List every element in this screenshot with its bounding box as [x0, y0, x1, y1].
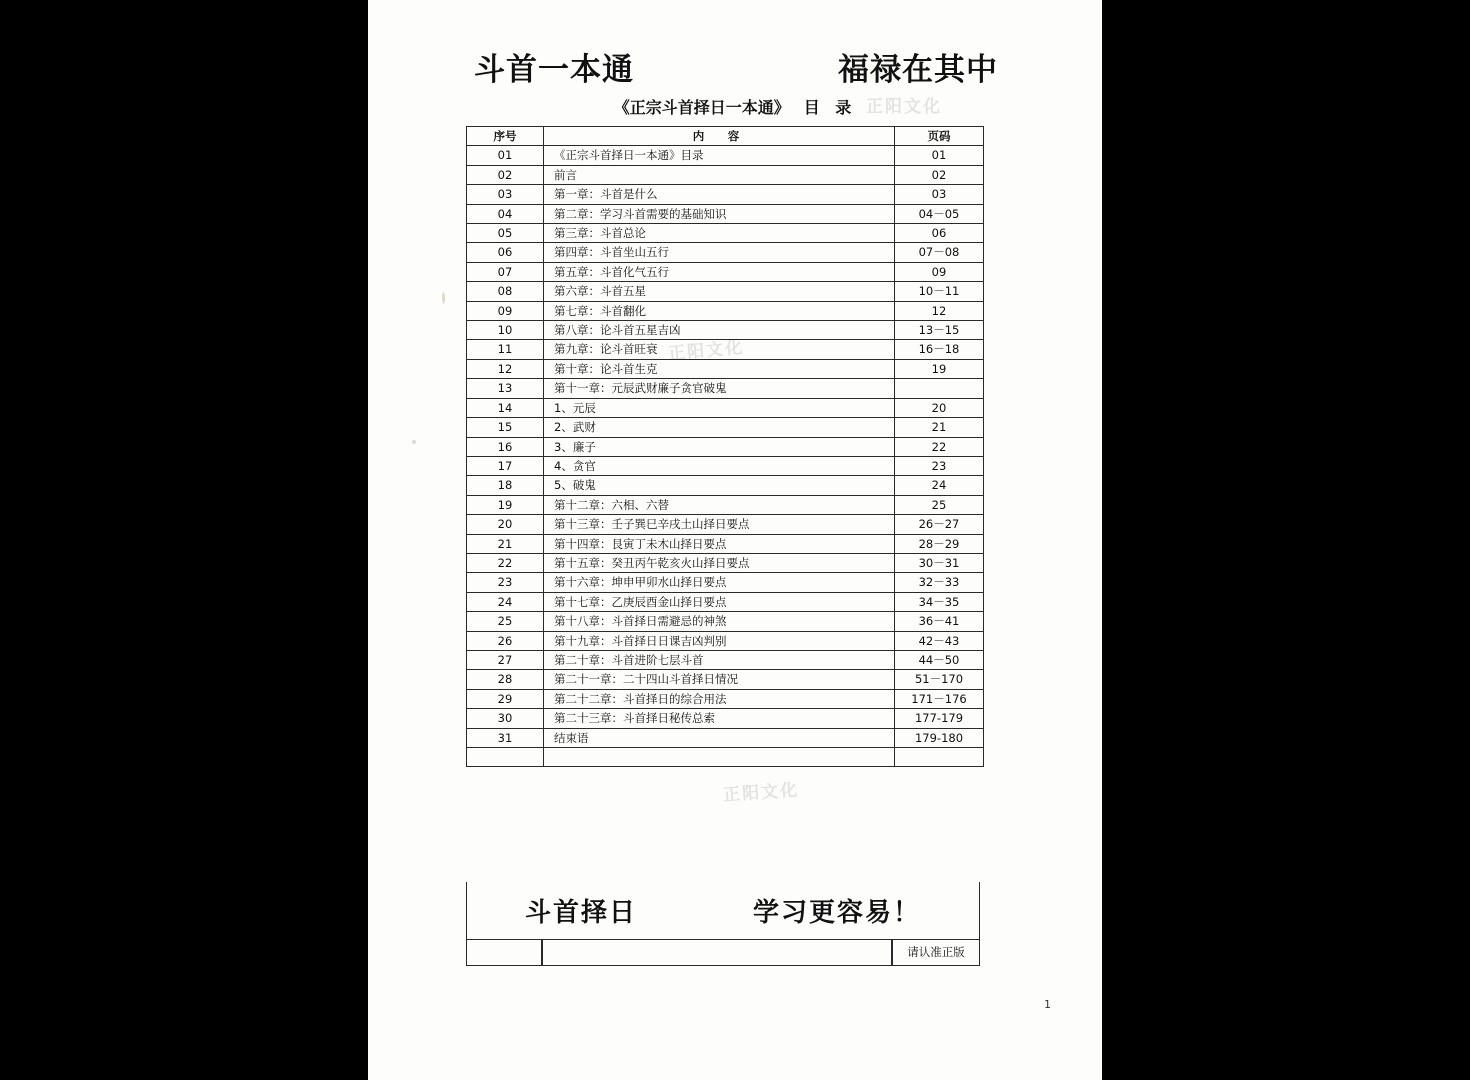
table-row — [467, 631, 984, 650]
cell-page: 44－50 — [895, 650, 984, 669]
cell-content: 结束语 — [544, 728, 895, 747]
cell-page: 30－31 — [895, 553, 984, 572]
column-header-no: 序号 — [467, 127, 544, 146]
cell-content: 第二章：学习斗首需要的基础知识 — [544, 204, 895, 223]
cell-content: 1、元辰 — [544, 398, 895, 417]
table-of-contents — [466, 126, 984, 767]
cell-page: 26－27 — [895, 515, 984, 534]
title-right: 福禄在其中 — [838, 52, 998, 88]
footer-cell-no — [466, 940, 542, 966]
cell-no: 05 — [467, 224, 544, 243]
cell-no: 20 — [467, 515, 544, 534]
cell-no: 30 — [467, 709, 544, 728]
cell-page: 12 — [895, 301, 984, 320]
cell-no: 24 — [467, 592, 544, 611]
cell-content — [544, 748, 895, 767]
banner-text-left: 斗首择日 — [524, 898, 637, 928]
cell-no: 18 — [467, 476, 544, 495]
cell-content: 第十一章：元辰武财廉子贪官破鬼 — [544, 379, 895, 398]
cell-no: 17 — [467, 456, 544, 475]
cell-content: 第九章：论斗首旺衰 — [544, 340, 895, 359]
bottom-banner — [466, 882, 980, 940]
scan-blemish — [412, 440, 416, 444]
cell-content: 第八章：论斗首五星吉凶 — [544, 321, 895, 340]
cell-content: 第二十章：斗首进阶七层斗首 — [544, 650, 895, 669]
cell-page: 04－05 — [895, 204, 984, 223]
table-row — [467, 398, 984, 417]
table-row — [467, 262, 984, 281]
table-row — [467, 243, 984, 262]
table-body — [467, 146, 984, 767]
table-header — [467, 127, 984, 146]
watermark-top: 正阳文化 — [866, 97, 942, 117]
scan-blemish — [442, 292, 445, 304]
cell-no: 29 — [467, 689, 544, 708]
cell-no — [467, 748, 544, 767]
table-row — [467, 437, 984, 456]
banner-text-right: 学习更容易！ — [752, 898, 921, 928]
cell-no: 08 — [467, 282, 544, 301]
cell-no: 01 — [467, 146, 544, 165]
cell-no: 02 — [467, 165, 544, 184]
table-row — [467, 321, 984, 340]
table-row — [467, 301, 984, 320]
table-row — [467, 418, 984, 437]
cell-page: 51－170 — [895, 670, 984, 689]
cell-content: 第十章：论斗首生克 — [544, 359, 895, 378]
cell-no: 14 — [467, 398, 544, 417]
cell-content: 第十五章：癸丑丙午乾亥火山择日要点 — [544, 553, 895, 572]
cell-page: 10－11 — [895, 282, 984, 301]
watermark-lower: 正阳文化 — [722, 780, 800, 806]
cell-page: 19 — [895, 359, 984, 378]
table-row — [467, 612, 984, 631]
cell-no: 26 — [467, 631, 544, 650]
footer-row — [466, 940, 980, 966]
table-row — [467, 185, 984, 204]
cell-page: 20 — [895, 398, 984, 417]
cell-page: 06 — [895, 224, 984, 243]
cell-no: 11 — [467, 340, 544, 359]
cell-no: 28 — [467, 670, 544, 689]
cell-content: 第二十一章：二十四山斗首择日情况 — [544, 670, 895, 689]
table-row — [467, 534, 984, 553]
cell-page: 13－15 — [895, 321, 984, 340]
table-row — [467, 476, 984, 495]
cell-content: 3、廉子 — [544, 437, 895, 456]
cell-no: 27 — [467, 650, 544, 669]
cell-page: 16－18 — [895, 340, 984, 359]
subtitle-book-name: 《正宗斗首择日一本通》 — [613, 98, 790, 117]
footer-note: 请认准正版 — [892, 940, 980, 966]
table-row — [467, 515, 984, 534]
cell-content: 第十三章：壬子巽巳辛戌土山择日要点 — [544, 515, 895, 534]
table-row — [467, 165, 984, 184]
header-titles — [368, 44, 1102, 89]
table-row — [467, 282, 984, 301]
cell-page — [895, 748, 984, 767]
cell-content: 第二十三章：斗首择日秘传总索 — [544, 709, 895, 728]
cell-no: 04 — [467, 204, 544, 223]
cell-content: 2、武财 — [544, 418, 895, 437]
cell-page: 02 — [895, 165, 984, 184]
cell-content: 第一章：斗首是什么 — [544, 185, 895, 204]
cell-no: 09 — [467, 301, 544, 320]
table-row — [467, 224, 984, 243]
table-row — [467, 379, 984, 398]
cell-no: 16 — [467, 437, 544, 456]
cell-content: 第十七章：乙庚辰酉金山择日要点 — [544, 592, 895, 611]
cell-content: 第五章：斗首化气五行 — [544, 262, 895, 281]
cell-page — [895, 379, 984, 398]
footer-cell-content — [542, 940, 892, 966]
cell-page: 22 — [895, 437, 984, 456]
title-left: 斗首一本通 — [474, 52, 634, 88]
cell-content: 第七章：斗首翻化 — [544, 301, 895, 320]
cell-content: 第十四章：艮寅丁未木山择日要点 — [544, 534, 895, 553]
table-row — [467, 709, 984, 728]
table-row — [467, 748, 984, 767]
cell-page: 01 — [895, 146, 984, 165]
cell-content: 第十二章：六相、六替 — [544, 495, 895, 514]
table-row — [467, 650, 984, 669]
cell-content: 前言 — [544, 165, 895, 184]
cell-no: 25 — [467, 612, 544, 631]
cell-page: 07－08 — [895, 243, 984, 262]
document-page — [368, 0, 1102, 1080]
cell-no: 12 — [467, 359, 544, 378]
cell-no: 15 — [467, 418, 544, 437]
cell-no: 22 — [467, 553, 544, 572]
page-number: 1 — [1044, 998, 1051, 1011]
cell-no: 21 — [467, 534, 544, 553]
cell-page: 23 — [895, 456, 984, 475]
cell-no: 03 — [467, 185, 544, 204]
cell-page: 21 — [895, 418, 984, 437]
cell-page: 179-180 — [895, 728, 984, 747]
cell-page: 28－29 — [895, 534, 984, 553]
cell-content: 第四章：斗首坐山五行 — [544, 243, 895, 262]
table-row — [467, 340, 984, 359]
cell-no: 19 — [467, 495, 544, 514]
watermark-middle: 正阳文化 — [667, 337, 745, 365]
cell-content: 第六章：斗首五星 — [544, 282, 895, 301]
cell-page: 24 — [895, 476, 984, 495]
cell-content: 第十九章：斗首择日日课吉凶判别 — [544, 631, 895, 650]
table-row — [467, 670, 984, 689]
table-row — [467, 592, 984, 611]
table-row — [467, 359, 984, 378]
cell-content: 第十八章：斗首择日需避忌的神煞 — [544, 612, 895, 631]
cell-content: 第十六章：坤申甲卯水山择日要点 — [544, 573, 895, 592]
table-row — [467, 146, 984, 165]
cell-content: 4、贪官 — [544, 456, 895, 475]
table-row — [467, 573, 984, 592]
cell-no: 31 — [467, 728, 544, 747]
cell-no: 13 — [467, 379, 544, 398]
cell-page: 32－33 — [895, 573, 984, 592]
table-row — [467, 689, 984, 708]
column-header-content: 内 容 — [544, 127, 895, 146]
table-row — [467, 456, 984, 475]
cell-page: 171－176 — [895, 689, 984, 708]
cell-page: 34－35 — [895, 592, 984, 611]
subtitle — [368, 95, 1102, 118]
cell-page: 09 — [895, 262, 984, 281]
cell-no: 06 — [467, 243, 544, 262]
column-header-page: 页码 — [895, 127, 984, 146]
cell-no: 07 — [467, 262, 544, 281]
cell-content: 5、破鬼 — [544, 476, 895, 495]
cell-page: 177-179 — [895, 709, 984, 728]
table-row — [467, 204, 984, 223]
cell-page: 25 — [895, 495, 984, 514]
cell-page: 36－41 — [895, 612, 984, 631]
cell-content: 第三章：斗首总论 — [544, 224, 895, 243]
cell-content: 《正宗斗首择日一本通》目录 — [544, 146, 895, 165]
page-content — [368, 0, 1102, 1080]
cell-no: 23 — [467, 573, 544, 592]
table-row — [467, 495, 984, 514]
cell-page: 03 — [895, 185, 984, 204]
cell-page: 42－43 — [895, 631, 984, 650]
table-row — [467, 728, 984, 747]
cell-no: 10 — [467, 321, 544, 340]
table-header-row — [467, 127, 984, 146]
cell-content: 第二十二章：斗首择日的综合用法 — [544, 689, 895, 708]
table-row — [467, 553, 984, 572]
subtitle-catalog-label: 目 录 — [803, 98, 857, 117]
